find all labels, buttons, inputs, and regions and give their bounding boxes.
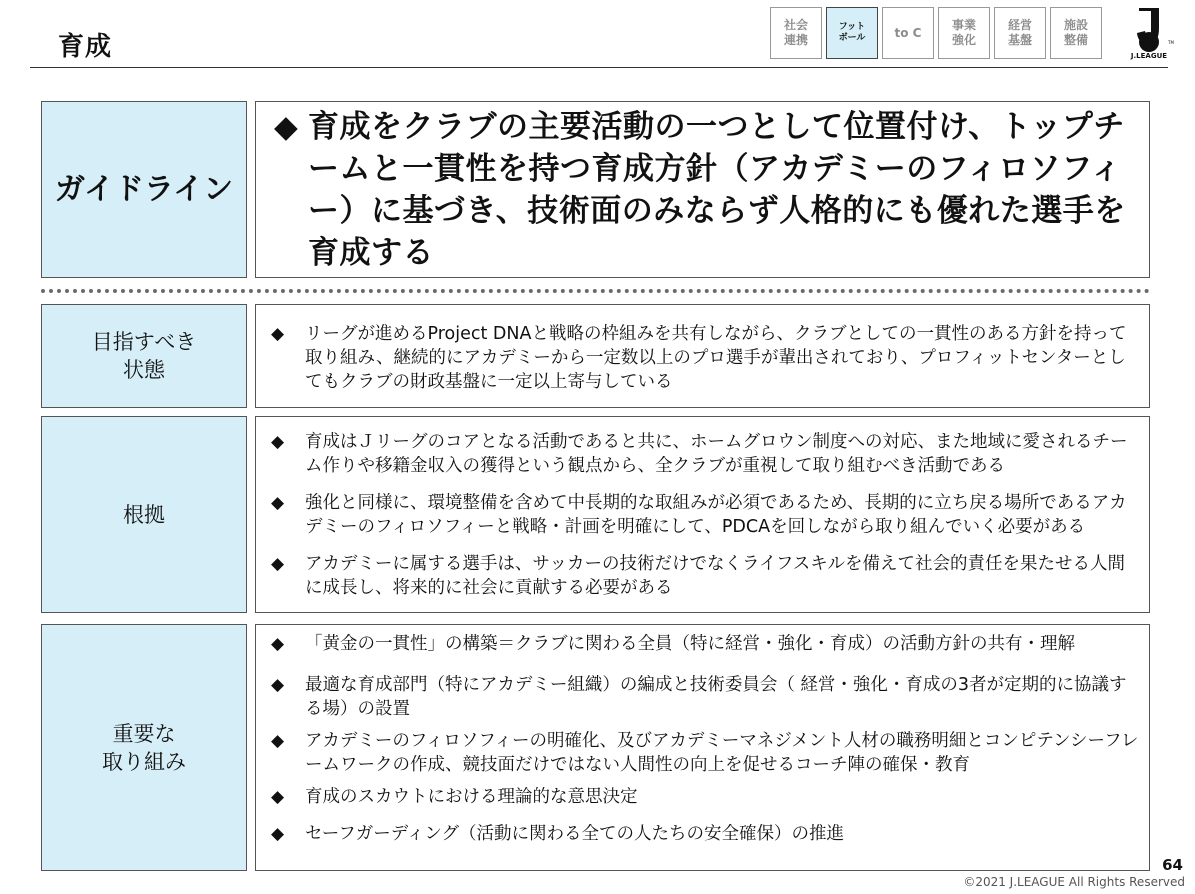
bullet-item [271, 322, 1139, 394]
diamond-bullet-icon: ◆ [271, 731, 285, 751]
diamond-bullet-icon: ◆ [271, 493, 285, 513]
trademark-mark: TM [1168, 40, 1174, 45]
tab-business-strengthening[interactable]: 事業 強化 [938, 7, 990, 59]
dotted-separator [41, 289, 1150, 293]
diamond-bullet-icon: ◆ [271, 324, 285, 344]
category-tabs [770, 7, 1102, 59]
bullet-text: 強化と同様に、環境整備を含めて中長期的な取組みが必須であるため、長期的に立ち戻る場所であるアカデミーのフィロソフィーと戦略・計画を明確にして、PDCAを回しながら取り組んでいく必要がある [305, 493, 1127, 537]
tab-to-c[interactable]: to C [882, 7, 934, 59]
section-label-rationale: 根拠 [41, 416, 247, 613]
bullet-item [271, 729, 1139, 777]
section-content-key-initiatives [255, 624, 1150, 871]
diamond-bullet-icon: ◆ [271, 634, 285, 654]
bullet-item [271, 491, 1139, 539]
bullet-item [271, 552, 1139, 600]
copyright-notice: ©2021 J.LEAGUE All Rights Reserved [963, 875, 1185, 889]
guideline-statement [274, 106, 1149, 274]
tab-facility-development[interactable]: 施設 整備 [1050, 7, 1102, 59]
diamond-bullet-icon: ◆ [271, 824, 285, 844]
diamond-bullet-icon: ◆ [271, 432, 285, 452]
bullet-text: 育成のスカウトにおける理論的な意思決定 [305, 787, 638, 807]
guideline-label: ガイドライン [41, 101, 247, 278]
bullet-item [271, 632, 1139, 656]
logo-text: J.LEAGUE [1130, 52, 1168, 60]
bullet-item [271, 430, 1139, 478]
tab-football[interactable]: フット ボール [826, 7, 878, 59]
page-title: 育成 [58, 32, 113, 62]
bullet-item [271, 785, 1139, 809]
section-content-target-state [255, 304, 1150, 408]
bullet-text: 「黄金の一貫性」の構築＝クラブに関わる全員（特に経営・強化・育成）の活動方針の共有・理解 [305, 634, 1075, 654]
bullet-text: 最適な育成部門（特にアカデミー組織）の編成と技術委員会（ 経営・強化・育成の3者が定期的に協議する場）の設置 [305, 675, 1127, 719]
section-content-rationale [255, 416, 1150, 613]
bullet-item [271, 673, 1139, 721]
bullet-text: セーフガーディング（活動に関わる全ての人たちの安全確保）の推進 [305, 824, 844, 844]
section-label-target-state: 目指すべき 状態 [41, 304, 247, 408]
header-rule [30, 67, 1168, 68]
guideline-text: 育成をクラブの主要活動の一つとして位置付け、トップチームと一貫性を持つ育成方針（アカデミーのフィロソフィー）に基づき、技術面のみならず人格的にも優れた選手を育成する [308, 108, 1126, 271]
bullet-text: アカデミーのフィロソフィーの明確化、及びアカデミーマネジメント人材の職務明細とコンピテンシーフレームワークの作成、競技面だけではない人間性の向上を促せるコーチ陣の確保・教育 [305, 731, 1139, 775]
guideline-content [255, 101, 1150, 278]
diamond-bullet-icon: ◆ [274, 108, 299, 145]
tab-management-foundation[interactable]: 経営 基盤 [994, 7, 1046, 59]
section-label-key-initiatives: 重要な 取り組み [41, 624, 247, 871]
diamond-bullet-icon: ◆ [271, 554, 285, 574]
diamond-bullet-icon: ◆ [271, 787, 285, 807]
tab-social-collaboration[interactable]: 社会 連携 [770, 7, 822, 59]
bullet-text: アカデミーに属する選手は、サッカーの技術だけでなくライフスキルを備えて社会的責任を果たせる人間に成長し、将来的に社会に貢献する必要がある [305, 554, 1126, 598]
bullet-text: 育成はＪリーグのコアとなる活動であると共に、ホームグロウン制度への対応、また地域に愛されるチーム作りや移籍金収入の獲得という観点から、全クラブが重視して取り組むべき活動である [305, 432, 1128, 476]
page-number: 64 [1162, 856, 1183, 874]
diamond-bullet-icon: ◆ [271, 675, 285, 695]
bullet-text: リーグが進めるProject DNAと戦略の枠組みを共有しながら、クラブとしての一貫性のある方針を持って取り組み、継続的にアカデミーから一定数以上のプロ選手が輩出されており、プロフィットセンターとしてもクラブの財政基盤に一定以上寄与している [305, 324, 1127, 392]
bullet-item [271, 822, 1139, 846]
